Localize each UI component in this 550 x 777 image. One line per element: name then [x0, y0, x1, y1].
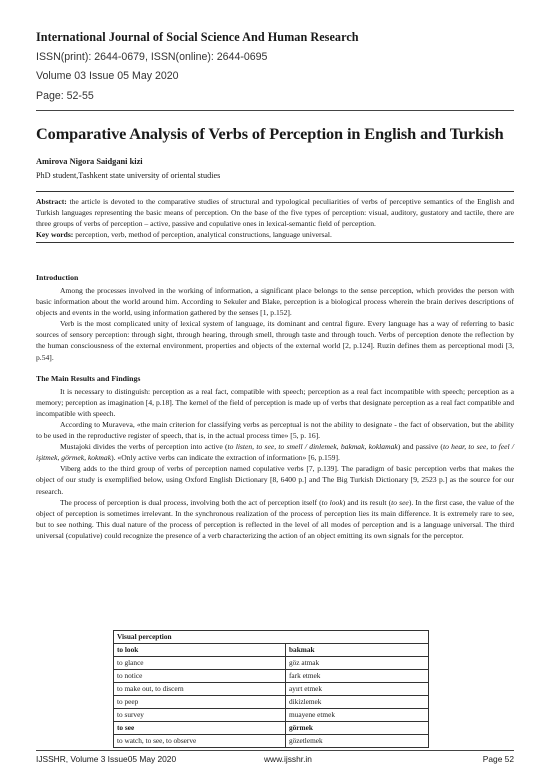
turkish-verb-cell: bakmak [286, 644, 429, 657]
results-paragraph-5: The process of perception is dual process, involving both the act of perception itself (to look) and its result (to see). In the first case, the value of the object of perception is sometimes irrelevant. In the synchronous realization of the process of perception lies its main difference. It is extremely rare to see, but to see nothing. This dual nature of the process of perception is reflected in the level of all modes of perception and is a language universal. The third universal (copulative) could recognize the presence of a verb characterizing the action of an object emitting its own signals for the perceptor. [36, 497, 514, 540]
abstract-text: the article is devoted to the comparative studies of structural and typological peculiarities of verbs of perceptive semantics of the English and Turkish languages representing the basic means of perception. On the base of the five types of perception: visual, auditory, gustatory and tactile, there are three groups of verbs of perception – active, passive and copulative ones in lexical-semantic field of perception. [36, 197, 514, 229]
footer-journal-info: IJSSHR, Volume 3 Issue05 May 2020 [36, 754, 177, 764]
turkish-verb-cell: dikizlemek [286, 696, 429, 709]
introduction-heading: Introduction [36, 273, 79, 282]
footer-divider [36, 750, 514, 751]
turkish-verb-cell: ayırt etmek [286, 683, 429, 696]
article-body [36, 272, 514, 541]
author-affiliation: PhD student,Tashkent state university of oriental studies [36, 171, 221, 180]
results-paragraph-2: According to Muraveva, «the main criterion for classifying verbs as perceptual is not the ability to designate - the fact of observation, but the ability to be used in the reproductive register of speech, that is, in the actual process time» [5, p. 16]. [36, 419, 514, 441]
turkish-verb-cell: görmek [286, 722, 429, 735]
table-row [114, 644, 429, 657]
table-row [114, 722, 429, 735]
english-verb-cell: to survey [114, 709, 286, 722]
results-paragraph-3: Mustajoki divides the verbs of perception into active (to listen, to see, to smell / dinlemek, bakmak, koklamak) and passive (to hear, to see, to feel / işitmek, görmek, kokmak). «Only active verbs can indicate the extraction of information» [6, p.159]. [36, 442, 514, 463]
intro-paragraph-1: Among the processes involved in the working of information, a significant place belongs to the sense perception, which provides the person with basic information about the world around him. According to Sekuler and Blake, perception is a biological process wherein the brain derives descriptions of objects and events in the world, using information gathered by the senses [1, p.152]. [36, 286, 514, 318]
turkish-verb-cell: muayene etmek [286, 709, 429, 722]
footer-website: www.ijsshr.in [264, 754, 312, 764]
turkish-verb-cell: gözetlemek [286, 735, 429, 748]
pages-line: Page: 52-55 [36, 89, 94, 102]
table-row [114, 670, 429, 683]
english-verb-cell: to watch, to see, to observe [114, 735, 286, 748]
footer-page-number: Page 52 [482, 754, 514, 764]
journal-header [36, 30, 516, 104]
intro-paragraph-2: Verb is the most complicated unity of lexical system of language, its dominant and central figure. Every language has a way of referring to basic sources of sensory perception: through sight, through hearing, through smell, through taste and through touch. Verbs of perception denote the reflection by the human consciousness of the external environment, properties and objects of the external world [2, p.124]. Ruzin defines them as perceptional modi [3, p.54]. [36, 319, 514, 362]
paper-title: Comparative Analysis of Verbs of Perception in English and Turkish [36, 124, 504, 143]
english-verb-cell: to glance [114, 657, 286, 670]
keywords-paragraph [36, 229, 514, 240]
english-verb-cell: to look [114, 644, 286, 657]
english-verb-cell: to peep [114, 696, 286, 709]
turkish-verb-cell: fark etmek [286, 670, 429, 683]
header-divider [36, 110, 514, 111]
turkish-verb-cell: göz atmak [286, 657, 429, 670]
abstract-paragraph [36, 196, 514, 229]
results-heading: The Main Results and Findings [36, 373, 141, 383]
abstract-section [36, 191, 514, 243]
english-verb-cell: to notice [114, 670, 286, 683]
table-caption-row [114, 631, 429, 644]
english-verb-cell: to make out, to discern [114, 683, 286, 696]
keywords-label: Key words: [36, 230, 74, 240]
table-row [114, 709, 429, 722]
visual-perception-table [113, 630, 429, 748]
keywords-text: perception, verb, method of perception, analytical constructions, language universal. [73, 230, 332, 240]
journal-title: International Journal of Social Science And Human Research [36, 30, 359, 44]
results-paragraph-1: It is necessary to distinguish: perception as a real fact, compatible with speech; perception as a real fact incompatible with speech; perception as a memory; perception as imagination [4, p.18]. The kernel of the field of perception is made up of verbs that designate perception as a real fact compatible and incompatible with speech. [36, 386, 514, 418]
table-row [114, 696, 429, 709]
table-caption: Visual perception [114, 631, 429, 644]
table-row [114, 683, 429, 696]
abstract-label: Abstract: [36, 197, 67, 206]
issn-line: ISSN(print): 2644-0679, ISSN(online): 2644-0695 [36, 50, 268, 63]
table-row [114, 735, 429, 748]
volume-line: Volume 03 Issue 05 May 2020 [36, 70, 179, 82]
table-row [114, 657, 429, 670]
author-name: Amirova Nigora Saidgani kizi [36, 157, 143, 166]
results-paragraph-4: Viberg adds to the third group of verbs of perception named copulative verbs [7, p.139]. The paradigm of basic perception verbs that makes the object of our study is exemplified below, using Oxford English Dictionary [8, 6400 p.] and The Big Turkish Dictionary [9, 2523 p.] as the source for our research. [36, 464, 514, 496]
english-verb-cell: to see [114, 722, 286, 735]
